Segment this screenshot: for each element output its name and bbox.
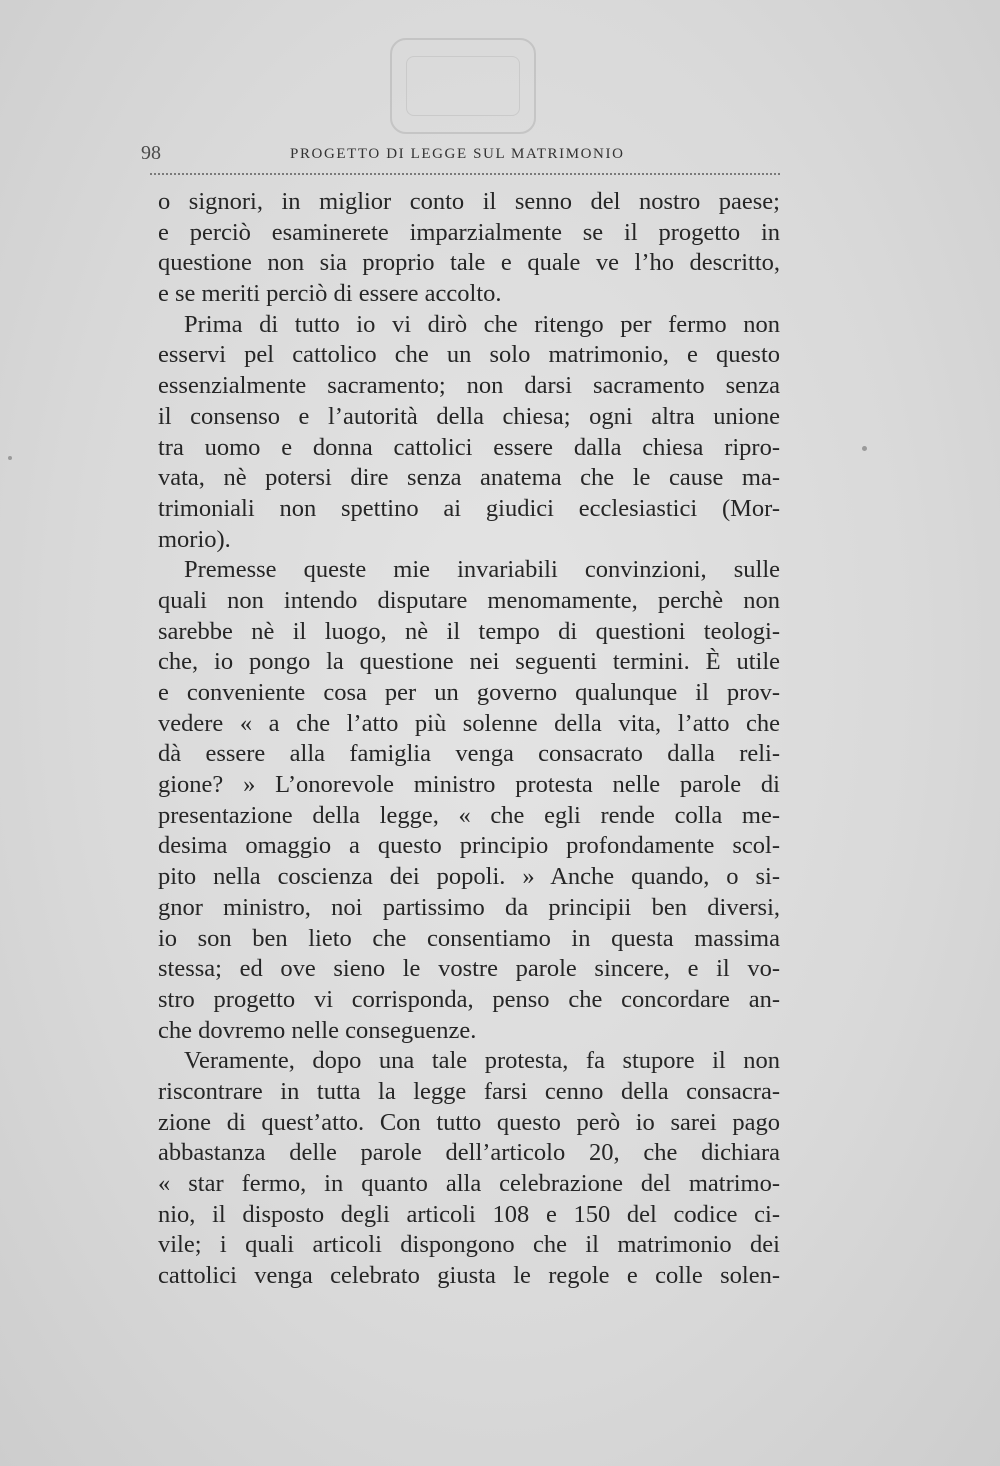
page-number: 98 xyxy=(141,142,161,164)
text-line: io son ben lieto che consentiamo in questa massima xyxy=(158,924,780,952)
text-line: Premesse queste mie invariabili convinzioni, sulle xyxy=(184,556,780,584)
text-line: stessa; ed ove sieno le vostre parole sincere, e il vo- xyxy=(158,955,780,983)
text-line: che, io pongo la questione nei seguenti termini. È utile xyxy=(158,648,780,676)
text-line: esservi pel cattolico che un solo matrimonio, e questo xyxy=(158,341,780,369)
text-line: sarebbe nè il luogo, nè il tempo di questioni teologi- xyxy=(158,617,780,645)
text-line: abbastanza delle parole dell’articolo 20, che dichiara xyxy=(158,1139,780,1167)
text-line: presentazione della legge, « che egli rende colla me- xyxy=(158,801,780,829)
text-line: o signori, in miglior conto il senno del nostro paese; xyxy=(158,188,780,215)
text-line: riscontrare in tutta la legge farsi cenno della consacra- xyxy=(158,1077,780,1105)
text-line: vata, nè potersi dire senza anatema che le cause ma- xyxy=(158,464,780,492)
text-line: gione? » L’onorevole ministro protesta nelle parole di xyxy=(158,771,780,799)
text-line: Prima di tutto io vi dirò che ritengo per fermo non xyxy=(184,310,780,338)
text-line: gnor ministro, noi partissimo da principii ben diversi, xyxy=(158,893,780,921)
text-line: tra uomo e donna cattolici essere dalla chiesa ripro- xyxy=(158,433,780,461)
text-line: dà essere alla famiglia venga consacrato dalla reli- xyxy=(158,740,780,768)
text-line: nio, il disposto degli articoli 108 e 150 del codice ci- xyxy=(158,1200,780,1228)
text-line: il consenso e l’autorità della chiesa; ogni altra unione xyxy=(158,402,780,430)
faded-library-stamp xyxy=(390,38,536,134)
text-line: che dovremo nelle conseguenze. xyxy=(158,1016,477,1044)
text-line: « star fermo, in quanto alla celebrazione del matrimo- xyxy=(158,1170,780,1197)
text-line: morio). xyxy=(158,525,231,553)
text-line: e conveniente cosa per un governo qualunque il prov- xyxy=(158,679,780,706)
text-line: Veramente, dopo una tale protesta, fa stupore il non xyxy=(184,1047,780,1075)
text-line: pito nella coscienza dei popoli. » Anche quando, o si- xyxy=(158,863,780,891)
page-blemish xyxy=(862,446,867,451)
text-line: vedere « a che l’atto più solenne della vita, l’atto che xyxy=(158,709,780,737)
text-line: vile; i quali articoli dispongono che il matrimonio dei xyxy=(158,1231,780,1259)
text-line: essenzialmente sacramento; non darsi sacramento senza xyxy=(158,372,780,400)
text-line: questione non sia proprio tale e quale ve l’ho descritto, xyxy=(158,249,780,277)
text-line: desima omaggio a questo principio profondamente scol- xyxy=(158,832,780,860)
running-title: PROGETTO DI LEGGE SUL MATRIMONIO xyxy=(290,146,625,162)
text-line: trimoniali non spettino ai giudici ecclesiastici (Mor- xyxy=(158,494,780,522)
text-line: cattolici venga celebrato giusta le regole e colle solen- xyxy=(158,1262,780,1290)
text-line: stro progetto vi corrisponda, penso che concordare an- xyxy=(158,985,780,1013)
page-blemish xyxy=(8,456,12,460)
header-rule xyxy=(150,173,780,175)
text-line: e se meriti perciò di essere accolto. xyxy=(158,280,502,308)
text-line: e perciò esaminerete imparzialmente se il progetto in xyxy=(158,218,780,246)
text-line: zione di quest’atto. Con tutto questo però io sarei pago xyxy=(158,1108,780,1136)
body-text xyxy=(158,187,780,1292)
text-line: quali non intendo disputare menomamente, perchè non xyxy=(158,586,780,614)
